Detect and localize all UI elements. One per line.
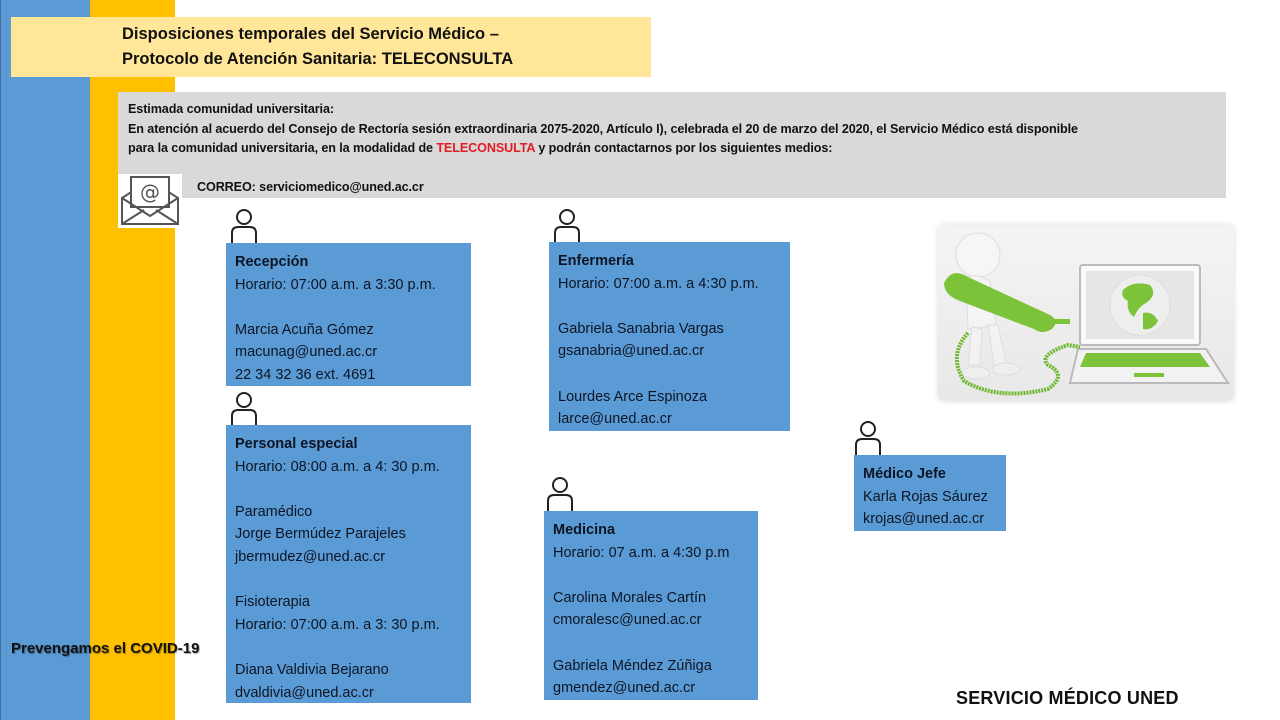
person-icon xyxy=(552,207,582,243)
card-title: Personal especial xyxy=(235,436,358,452)
person-icon xyxy=(229,390,259,426)
contact-name: Lourdes Arce Espinoza xyxy=(558,388,708,405)
intro-line-1: En atención al acuerdo del Consejo de Rectoría sesión extraordinaria 2075-2020, Artículo I), celebrada el 20 de marzo del 2020, el Servicio Médico está disponible xyxy=(128,121,1078,136)
card-personal-especial xyxy=(226,425,471,703)
card-title: Medicina xyxy=(553,522,616,538)
contact-name: Carolina Morales Cartín xyxy=(553,589,707,606)
teleconsulta-highlight: TELECONSULTA xyxy=(436,141,535,155)
contact-email[interactable]: jbermudez@uned.ac.cr xyxy=(235,548,386,565)
contact-name: Gabriela Méndez Zúñiga xyxy=(553,657,712,674)
card-horario: Horario: 07:00 a.m. a 3: 30 p.m. xyxy=(235,616,440,633)
contact-name: Karla Rojas Sáurez xyxy=(863,488,988,505)
blue-stripe xyxy=(0,0,90,720)
contact-name: Diana Valdivia Bejarano xyxy=(235,661,389,678)
card-horario: Horario: 07:00 a.m. a 4:30 p.m. xyxy=(558,275,759,292)
card-recepcion xyxy=(226,243,471,386)
contact-email[interactable]: krojas@uned.ac.cr xyxy=(863,511,985,528)
contact-name: Jorge Bermúdez Parajeles xyxy=(235,526,406,543)
contact-email[interactable]: cmoralesc@uned.ac.cr xyxy=(553,612,702,629)
greeting: Estimada comunidad universitaria: xyxy=(128,102,334,116)
contact-email[interactable]: macunag@uned.ac.cr xyxy=(235,344,378,361)
correo-contact[interactable]: CORREO: serviciomedico@uned.ac.cr xyxy=(197,180,424,194)
envelope-at-icon xyxy=(118,174,182,228)
card-title: Enfermería xyxy=(558,253,634,269)
teleconsulta-illustration xyxy=(938,225,1234,401)
card-enfermeria xyxy=(549,242,790,431)
person-icon xyxy=(545,475,575,511)
slogan: Prevengamos el COVID-19 xyxy=(11,640,200,657)
intro-line-2: para la comunidad universitaria, en la modalidad de TELECONSULTA y podrán contactarnos por los siguientes medios: xyxy=(128,141,833,155)
contact-role: Fisioterapia xyxy=(235,594,310,611)
contact-name: Gabriela Sanabria Vargas xyxy=(558,320,724,337)
card-medicina xyxy=(544,511,758,700)
phone-laptop-illustration-icon xyxy=(938,225,1234,401)
contact-email[interactable]: dvaldivia@uned.ac.cr xyxy=(235,684,374,701)
page-title xyxy=(11,17,651,77)
contact-email[interactable]: larce@uned.ac.cr xyxy=(558,411,672,428)
card-horario: Horario: 08:00 a.m. a 4: 30 p.m. xyxy=(235,458,440,475)
person-icon xyxy=(229,207,259,243)
card-title: Médico Jefe xyxy=(863,466,946,482)
person-icon xyxy=(853,419,883,455)
contact-email[interactable]: gsanabria@uned.ac.cr xyxy=(558,343,705,360)
card-medico-jefe xyxy=(854,455,1006,531)
svg-text:@: @ xyxy=(140,180,160,204)
contact-role: Paramédico xyxy=(235,503,313,520)
title-line-1: Disposiciones temporales del Servicio Médico – xyxy=(122,25,499,43)
card-title: Recepción xyxy=(235,254,309,270)
title-line-2: Protocolo de Atención Sanitaria: TELECONSULTA xyxy=(122,50,514,68)
intro-notice xyxy=(118,92,1226,198)
footer-brand: SERVICIO MÉDICO UNED xyxy=(956,688,1179,708)
card-horario: Horario: 07 a.m. a 4:30 p.m xyxy=(553,544,730,561)
contact-phone[interactable]: 22 34 32 36 ext. 4691 xyxy=(235,366,376,383)
contact-name: Marcia Acuña Gómez xyxy=(235,321,374,338)
card-horario: Horario: 07:00 a.m. a 3:30 p.m. xyxy=(235,276,436,293)
contact-email[interactable]: gmendez@uned.ac.cr xyxy=(553,680,696,697)
